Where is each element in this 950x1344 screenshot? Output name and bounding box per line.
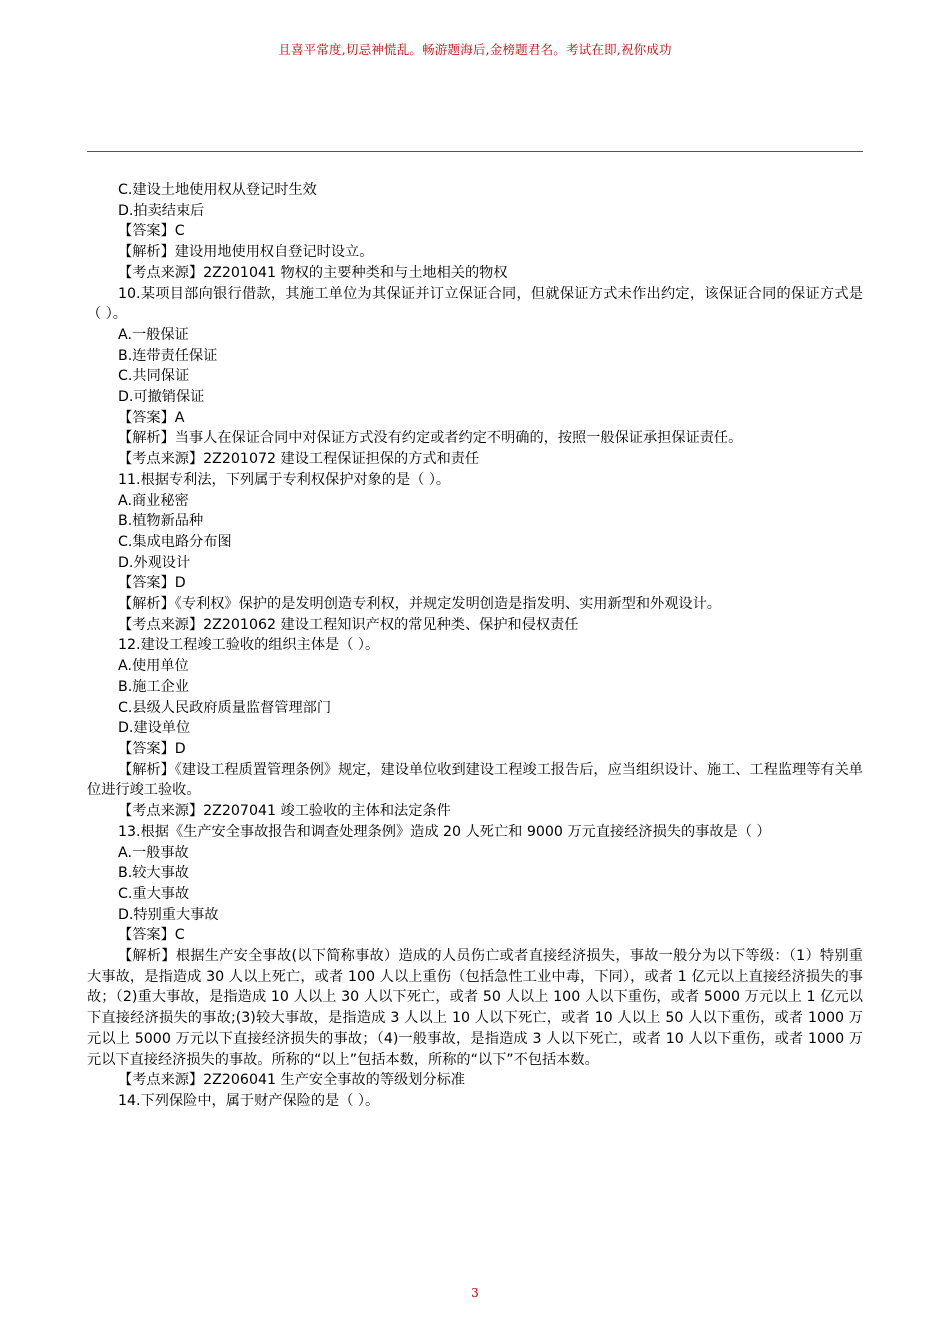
answer-line: 【答案】A [118, 409, 185, 426]
option-line: C.重大事故 [118, 885, 190, 902]
page-number: 3 [471, 1286, 479, 1300]
option-line: B.较大事故 [118, 865, 189, 882]
option-line: D.可撤销保证 [118, 389, 205, 406]
source-line: 【考点来源】2Z201072 建设工程保证担保的方式和责任 [118, 451, 480, 468]
question-line: 10.某项目部向银行借款，其施工单位为其保证并订立保证合同，但就保证方式未作出约定，该保证合同的保证方式是（ ）。 [87, 285, 863, 323]
question-line: 14.下列保险中，属于财产保险的是（ ）。 [118, 1092, 380, 1109]
answer-line: 【答案】C [118, 927, 185, 944]
analysis-line: 【解析】当事人在保证合同中对保证方式没有约定或者约定不明确的，按照一般保证承担保证责任。 [118, 430, 743, 447]
source-line: 【考点来源】2Z201041 物权的主要种类和与土地相关的物权 [118, 264, 508, 281]
option-line: A.使用单位 [118, 658, 189, 675]
document-body [87, 180, 863, 1112]
option-line: D.特别重大事故 [118, 906, 219, 923]
option-line: C.集成电路分布图 [118, 533, 232, 550]
analysis-line: 【解析】《建设工程质置管理条例》规定，建设单位收到建设工程竣工报告后，应当组织设计、施工、工程监理等有关单位进行竣工验收。 [87, 761, 863, 799]
option-line: A.商业秘密 [118, 492, 189, 509]
option-line: C.建设土地使用权从登记时生效 [118, 182, 317, 198]
answer-line: 【答案】C [118, 223, 185, 240]
option-line: C.县级人民政府质量监督管理部门 [118, 699, 332, 716]
option-line: A.一般保证 [118, 326, 189, 343]
option-line: D.拍卖结束后 [118, 202, 205, 219]
question-line: 13.根据《生产安全事故报告和调查处理条例》造成 20 人死亡和 9000 万元直接经济损失的事故是（ ） [118, 823, 771, 840]
answer-line: 【答案】D [118, 575, 186, 592]
analysis-line: 【解析】建设用地使用权自登记时设立。 [118, 244, 374, 261]
option-line: B.施工企业 [118, 678, 189, 695]
option-line: B.植物新品种 [118, 513, 204, 530]
option-line: B.连带责任保证 [118, 347, 218, 364]
option-line: D.建设单位 [118, 720, 191, 737]
page-header-motto: 且喜平常度,切忌神慌乱。畅游题海后,金榜题君名。考试在即,祝你成功 [278, 42, 672, 57]
question-line: 11.根据专利法，下列属于专利权保护对象的是（ ）。 [118, 471, 451, 488]
analysis-line: 【解析】根据生产安全事故(以下简称事故）造成的人员伤亡或者直接经济损失，事故一般分为以下等级：（1）特别重大事故，是指造成 30 人以上死亡，或者 100 人以上重伤（包括急性工业中毒，下同），或者 1 亿元以上直接经济损失的事故；（2)重大事故，是指造成 10 人以上 30 人以下死亡，或者 50 人以上 100 人以下重伤，或者 5000 万元以上 1 亿元以下直接经济损失的事故;(3)较大事故，是指造成 3 人以上 10 人以下死亡，或者 10 人以上 50 人以下重伤，或者 1000 万元以上 5000 万元以下直接经济损失的事故；（4)一般事故，是指造成 3 人以下死亡，或者 10 人以下重伤，或者 1000 万元以下直接经济损失的事故。所称的“以上”包括本数，所称的“以下”不包括本数。 [87, 948, 863, 1068]
header-rule [87, 151, 863, 152]
source-line: 【考点来源】2Z207041 竣工验收的主体和法定条件 [118, 803, 451, 820]
option-line: D.外观设计 [118, 554, 191, 571]
analysis-line: 【解析】《专利权》保护的是发明创造专利权，并规定发明创造是指发明、实用新型和外观设计。 [118, 596, 721, 613]
option-line: C.共同保证 [118, 368, 190, 385]
answer-line: 【答案】D [118, 740, 186, 757]
option-line: A.一般事故 [118, 844, 189, 861]
source-line: 【考点来源】2Z206041 生产安全事故的等级划分标准 [118, 1072, 465, 1089]
question-line: 12.建设工程竣工验收的组织主体是（ ）。 [118, 637, 380, 654]
source-line: 【考点来源】2Z201062 建设工程知识产权的常见种类、保护和侵权责任 [118, 616, 579, 633]
